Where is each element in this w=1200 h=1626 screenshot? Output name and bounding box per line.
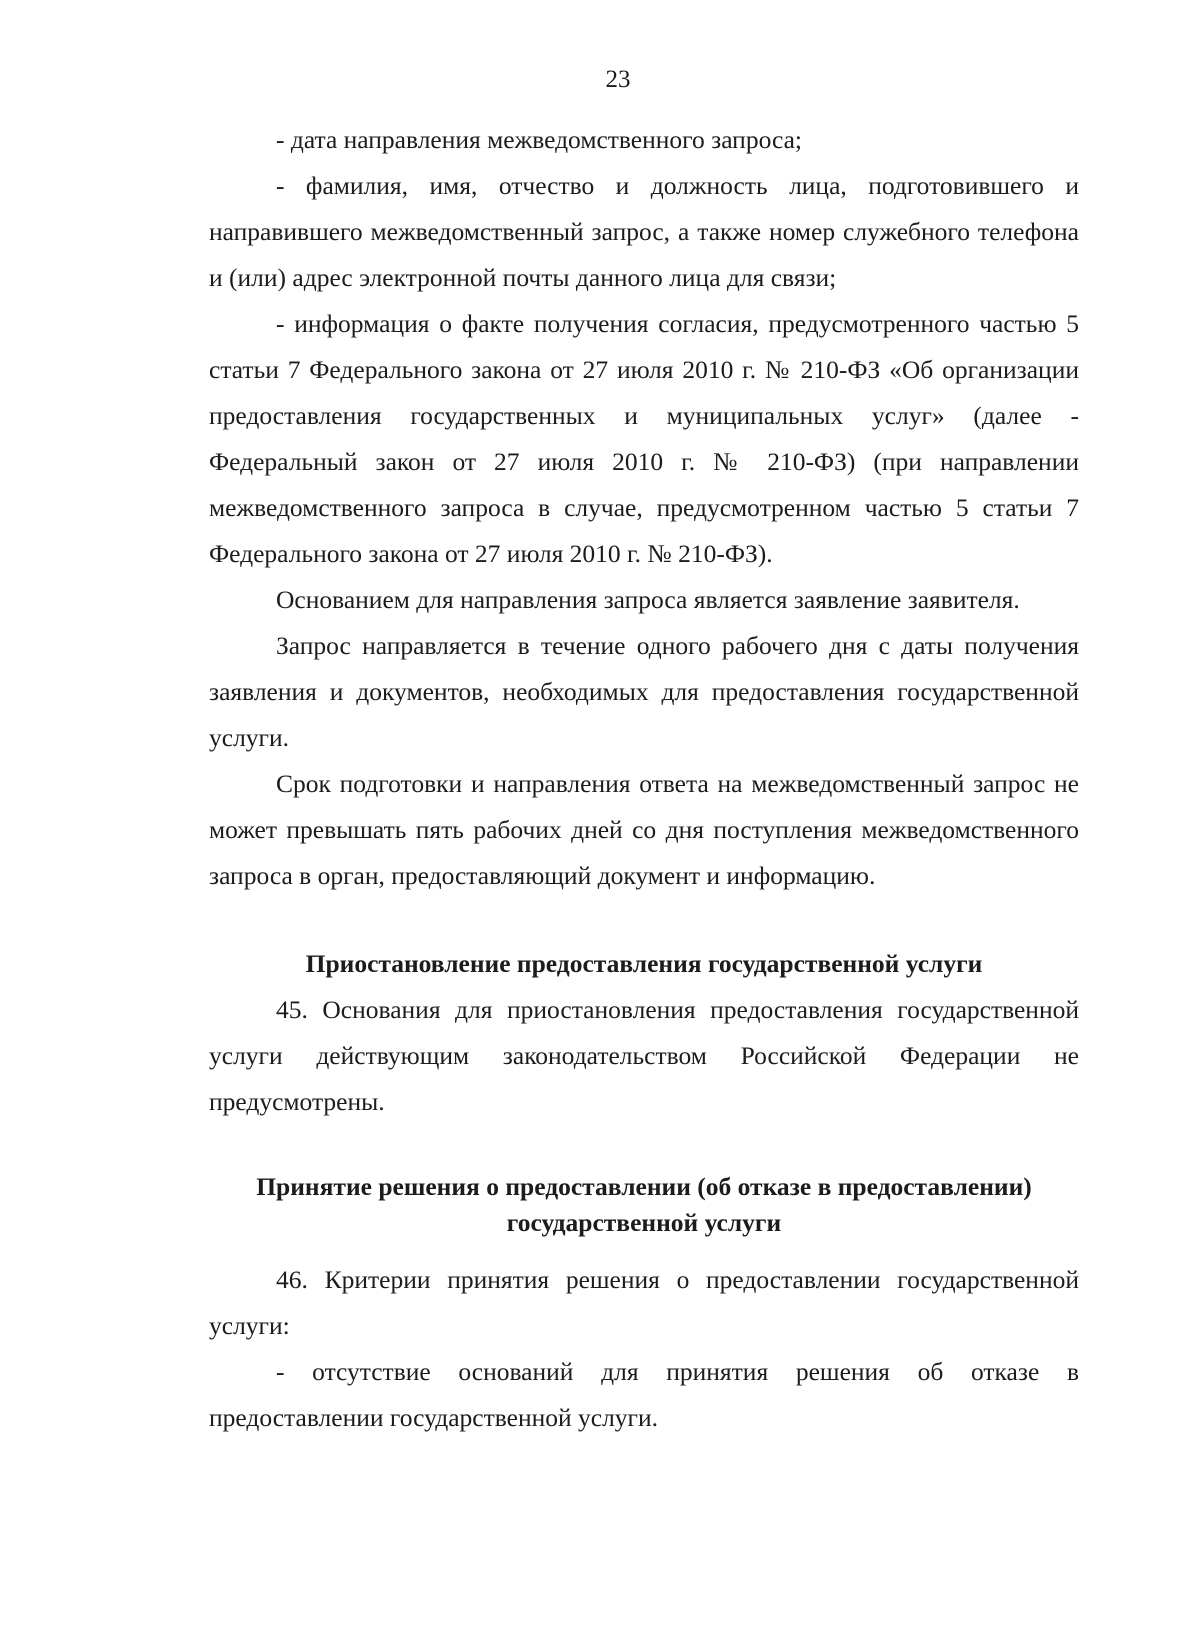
paragraph-request-date: - дата направления межведомственного запроса; bbox=[276, 125, 802, 154]
paragraph-request-timing: Запрос направляется в течение одного рабочего дня с даты получения заявления и документов, необходимых для предоставления государственной услуги. bbox=[209, 631, 1079, 752]
paragraph-person-details: - фамилия, имя, отчество и должность лица, подготовившего и направившего межведомственный запрос, а также номер служебного телефона и (или) адрес электронной почты данного лица для связи; bbox=[209, 171, 1079, 292]
heading-decision-line2: государственной услуги bbox=[506, 1208, 782, 1237]
paragraph-46-item: - отсутствие оснований для принятия решения об отказе в предоставлении государственной услуги. bbox=[209, 1357, 1079, 1432]
document-body bbox=[209, 117, 1079, 1441]
paragraph-46: 46. Критерии принятия решения о предоставлении государственной услуги: bbox=[209, 1265, 1079, 1340]
heading-decision-line1: Принятие решения о предоставлении (об отказе в предоставлении) bbox=[256, 1172, 1032, 1201]
heading-suspension: Приостановление предоставления государственной услуги bbox=[305, 949, 983, 978]
heading-decision bbox=[209, 1169, 1079, 1241]
paragraph-consent-info: - информация о факте получения согласия, предусмотренного частью 5 статьи 7 Федерального закона от 27 июля 2010 г. № 210-ФЗ «Об организации предоставления государственных и муниципальных услуг» (далее - Федеральный закон от 27 июля 2010 г. № 210-ФЗ) (при направлении межведомственного запроса в случае, предусмотренном частью 5 статьи 7 Федерального закона от 27 июля 2010 г. № 210-ФЗ). bbox=[209, 309, 1079, 568]
paragraph-request-basis: Основанием для направления запроса является заявление заявителя. bbox=[276, 585, 1020, 614]
paragraph-response-deadline: Срок подготовки и направления ответа на межведомственный запрос не может превышать пять рабочих дней со дня поступления межведомственного запроса в орган, предоставляющий документ и информацию. bbox=[209, 769, 1079, 890]
page-number: 23 bbox=[605, 66, 631, 93]
spacer bbox=[209, 1241, 1079, 1257]
paragraph-45: 45. Основания для приостановления предоставления государственной услуги действующим законодательством Российской Федерации не предусмотрены. bbox=[209, 995, 1079, 1116]
